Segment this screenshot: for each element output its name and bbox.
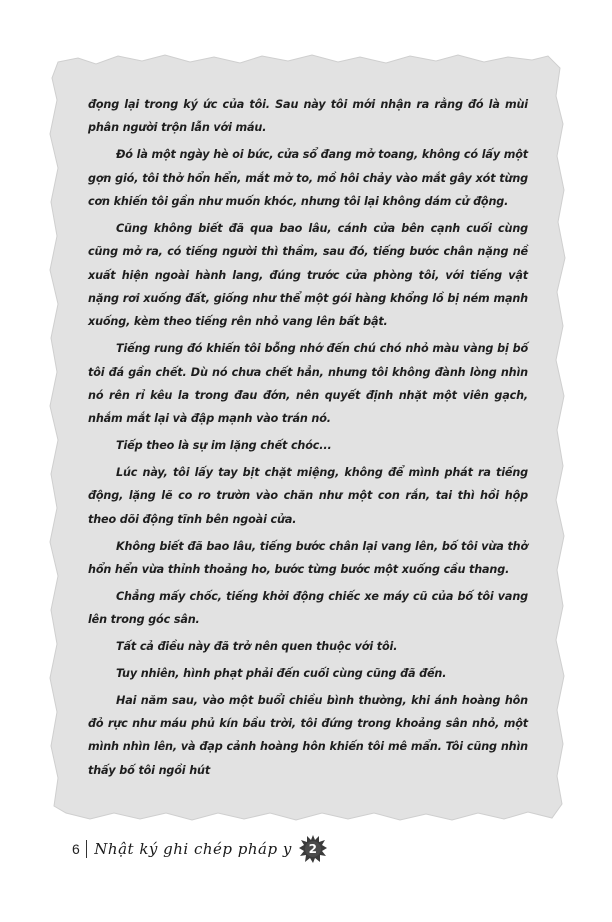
paragraph: Đó là một ngày hè oi bức, cửa sổ đang mở toang, không có lấy một gợn gió, tôi thở hổn hển, mắt mở to, mồ hôi chảy vào mắt gây xót từng cơn khiến tôi gần như muốn khóc, nhưng tôi lại không dám cử động. bbox=[88, 148, 528, 209]
page-footer bbox=[72, 836, 328, 862]
volume-number: 2 bbox=[308, 842, 318, 856]
paragraph: Hai năm sau, vào một buổi chiều bình thường, khi ánh hoàng hôn đỏ rực như máu phủ kín bầu trời, tôi đứng trong khoảng sân nhỏ, một mình nhìn lên, và đạp cảnh hoàng hôn khiến tôi mê mẩn. Tôi cũng nhìn thấy bố tôi ngồi hút bbox=[88, 693, 528, 777]
paragraph: Tiếng rung đó khiến tôi bỗng nhớ đến chú chó nhỏ màu vàng bị bố tôi đá gần chết. Dù nó chưa chết hẳn, nhưng tôi không đành lòng nhìn nó rên rỉ kêu la trong đau đớn, nên quyết định nhặt một viên gạch, nhắm mắt lại và đập mạnh vào trán nó. bbox=[88, 342, 528, 426]
paragraph: đọng lại trong ký ức của tôi. Sau này tôi mới nhận ra rằng đó là mùi phân người trộn lẫn với máu. bbox=[88, 98, 528, 135]
paragraph: Tuy nhiên, hình phạt phải đến cuối cùng cũng đã đến. bbox=[116, 666, 447, 680]
paragraph: Cũng không biết đã qua bao lâu, cánh cửa bên cạnh cuối cùng cũng mở ra, có tiếng người thì thầm, sau đó, tiếng bước chân nặng nề xuất hiện ngoài hành lang, đúng trước cửa phòng tôi, với tiếng vật nặng rơi xuống đất, giống như thể một gói hàng khổng lồ bị ném mạnh xuống, kèm theo tiếng rên nhỏ vang lên bất bật. bbox=[88, 221, 528, 329]
volume-badge bbox=[298, 834, 328, 864]
body-text bbox=[88, 93, 528, 786]
paragraph: Tiếp theo là sự im lặng chết chóc... bbox=[116, 439, 332, 453]
series-title: Nhật ký ghi chép pháp y bbox=[94, 840, 292, 858]
paragraph: Không biết đã bao lâu, tiếng bước chân lại vang lên, bố tôi vừa thở hổn hển vừa thỉnh thoảng ho, bước từng bước một xuống cầu thang. bbox=[88, 539, 528, 577]
page-number: 6 bbox=[72, 841, 80, 857]
paragraph: Chẳng mấy chốc, tiếng khởi động chiếc xe máy cũ của bố tôi vang lên trong góc sân. bbox=[88, 589, 528, 627]
paragraph: Tất cả điều này đã trở nên quen thuộc với tôi. bbox=[116, 640, 398, 654]
paragraph: Lúc này, tôi lấy tay bịt chặt miệng, không để mình phát ra tiếng động, lặng lẽ co ro trườn vào chăn như một con rắn, tai thì hồi hộp theo dõi động tĩnh bên ngoài cửa. bbox=[88, 466, 528, 526]
footer-divider bbox=[86, 840, 88, 858]
